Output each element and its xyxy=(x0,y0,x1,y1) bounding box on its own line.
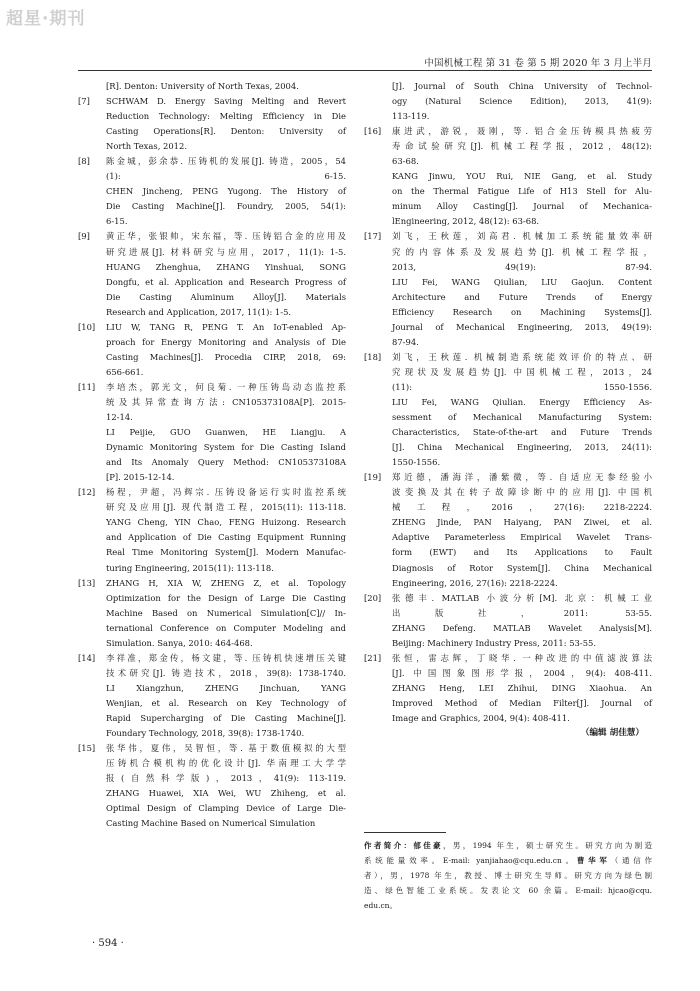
reference-line: form (EWT) and Its Applications to Fault xyxy=(392,547,652,558)
reference-line: 究现状及发展趋势[J]. 中国机械工程，2013，24 xyxy=(392,366,652,377)
reference-text xyxy=(106,485,346,575)
reference-entry xyxy=(78,741,346,831)
reference-text xyxy=(106,741,346,831)
reference-continuation-line: ogy (Natural Science Edition), 2013, 41(9): xyxy=(392,96,652,107)
reference-number: [20] xyxy=(364,592,382,603)
reference-line: HUANG Zhenghua, ZHANG Yinshuai, SONG xyxy=(106,261,346,272)
reference-number: [16] xyxy=(364,126,382,137)
reference-line: ZHENG Jinde, PAN Haiyang, PAN Ziwei, et al. xyxy=(392,517,652,528)
reference-line: KANG Jinwu, YOU Rui, NIE Gang, et al. Study xyxy=(392,171,652,182)
reference-line: Optimal Design of Clamping Device of Large Die- xyxy=(106,803,346,814)
footnote-text: ，男，1994 年生，硕士研究生。研究方向为制造 xyxy=(442,841,653,850)
reference-line: lEngineering, 2012, 48(12): 63-68. xyxy=(392,216,540,227)
reference-line: (1): 6-15. xyxy=(106,171,346,182)
reference-line: 刘飞，王秋莲，刘高君. 机械加工系统能量效率研 xyxy=(392,231,652,242)
reference-entry xyxy=(364,591,652,651)
reference-line: 郑近德，潘海洋，潘紫微，等. 自适应无参经验小 xyxy=(392,472,652,483)
reference-line: Real Time Monitoring System[J]. Modern Manufac- xyxy=(106,547,346,558)
reference-line: 6-15. xyxy=(106,216,128,227)
watermark-logo: 超星·期刊 xyxy=(6,9,86,29)
reference-line: Research and Application, 2017, 11(1): 1-5. xyxy=(106,306,292,317)
reference-line: 研究及应用[J]. 现代制造工程，2015(11): 113-118. xyxy=(106,502,346,513)
reference-line: and Application of Die Casting Equipment Running xyxy=(106,532,346,543)
reference-line: LI Peijie, GUO Guanwen, HE Liangju. A xyxy=(106,427,346,438)
footnote-line-2 xyxy=(364,853,652,868)
reference-line: 技术研究[J]. 铸造技术，2018，39(8): 1738-1740. xyxy=(106,667,346,678)
reference-line: Efficiency Research on Machining Systems[J]. xyxy=(392,306,652,317)
reference-text xyxy=(392,651,652,726)
reference-entry xyxy=(364,124,652,229)
reference-entry xyxy=(78,485,346,575)
reference-line: minum Alloy Casting[J]. Journal of Mechanica- xyxy=(392,201,652,212)
reference-line: North Texas, 2012. xyxy=(106,141,188,152)
footnote-line-3: 者），男，1978 年生，教授、博士研究生导师。研究方向为绿色制 xyxy=(364,871,652,880)
footnote-line-1 xyxy=(364,838,652,853)
reference-line: and Its Anomaly Query Method: CN105373108A xyxy=(106,457,346,468)
reference-line: 张德丰. MATLAB 小波分析[M]. 北京：机械工业 xyxy=(392,592,652,603)
reference-line: 张恒，雷志辉，丁晓华. 一种改进的中值滤波算法 xyxy=(392,652,652,663)
reference-number: [8] xyxy=(78,156,90,167)
footnote-line-5: edu.cn。 xyxy=(364,901,397,910)
left-column xyxy=(78,79,346,831)
reference-entry xyxy=(364,350,652,470)
reference-line: ZHANG Heng, LEI Zhihui, DING Xiaohua. An xyxy=(392,682,652,693)
reference-entry xyxy=(364,229,652,349)
reference-line: 械工程，2016，27(16): 2218-2224. xyxy=(392,502,652,513)
reference-text xyxy=(392,470,652,590)
reference-line: Image and Graphics, 2004, 9(4): 408-411. xyxy=(392,712,570,723)
reference-number: [11] xyxy=(78,381,96,392)
reference-entry xyxy=(78,154,346,229)
reference-line: 究的内容体系及发展趋势[J]. 机械工程学报， xyxy=(392,246,652,257)
author-name-1: 郁佳豪 xyxy=(413,841,443,850)
reference-entry xyxy=(364,470,652,590)
reference-entry xyxy=(78,651,346,741)
reference-line: Rapid Supercharging of Die Casting Machine[J]. xyxy=(106,712,346,723)
reference-text xyxy=(106,94,346,154)
reference-line: 张华伟，夏伟，吴智恒，等. 基于数值模拟的大型 xyxy=(106,743,346,754)
reference-continuation-line: [J]. Journal of South China University of Technol- xyxy=(392,81,652,91)
reference-text xyxy=(106,229,346,319)
reference-line: Characteristics, State-of-the-art and Future Trends xyxy=(392,427,652,438)
reference-line: 87-94. xyxy=(392,336,419,347)
reference-line: 656-661. xyxy=(106,366,144,377)
reference-number: [19] xyxy=(364,472,382,483)
reference-continuation-line: [R]. Denton: University of North Texas, 2004. xyxy=(106,81,299,91)
footnote-rule xyxy=(364,832,446,833)
reference-line: 波变换及其在转子故障诊断中的应用[J]. 中国机 xyxy=(392,487,652,498)
running-header: 中国机械工程 第 31 卷 第 5 期 2020 年 3 月上半月 xyxy=(424,58,652,69)
reference-entry xyxy=(78,320,346,380)
reference-line: 黄正华，张银帅，宋东福，等. 压铸铝合金的应用及 xyxy=(106,231,346,242)
reference-text xyxy=(106,320,346,380)
footnote-line-4: 造、绿色智能工业系统。发表论文 60 余篇。E-mail: hjcao@cqu. xyxy=(364,886,652,895)
reference-line: 杨程，尹超，冯辉宗. 压铸设备运行实时监控系统 xyxy=(106,487,346,498)
reference-line: 康进武，游锐，聂刚，等. 铝合金压铸模具热疲劳 xyxy=(392,126,652,137)
reference-line: Simulation. Sanya, 2010: 464-468. xyxy=(106,637,253,648)
reference-text xyxy=(392,229,652,349)
reference-line: ZHANG Defeng. MATLAB Wavelet Analysis[M]. xyxy=(392,622,652,633)
reference-line: Die Casting Aluminum Alloy[J]. Materials xyxy=(106,291,346,302)
reference-text xyxy=(106,154,346,229)
reference-line: Beijing: Machinery Industry Press, 2011: 53-55. xyxy=(392,637,597,648)
footnote-text: （通信作 xyxy=(610,856,653,865)
reference-line: Casting Machine Based on Numerical Simulation xyxy=(106,818,316,829)
reference-line: proach for Energy Monitoring and Analysis of Die xyxy=(106,336,346,347)
reference-line: Machine Based on Numerical Simulation[C]// In- xyxy=(106,607,346,618)
reference-line: 63-68. xyxy=(392,156,419,167)
reference-line: Journal of Mechanical Engineering, 2013, 49(19): xyxy=(392,321,652,332)
reference-line: on the Thermal Fatigue Life of H13 Stell for Alu- xyxy=(392,186,652,197)
reference-number: [7] xyxy=(78,96,90,107)
reference-line: Diagnosis of Rotor System[J]. China Mechanical xyxy=(392,562,652,573)
reference-line: Dynamic Monitoring System for Die Casting Island xyxy=(106,442,346,453)
reference-line: (11): 1550-1556. xyxy=(392,381,652,392)
reference-number: [14] xyxy=(78,652,96,663)
reference-line: 报(自然科学版)，2013，41(9): 113-119. xyxy=(106,773,346,784)
author-name-2: 曹华军 xyxy=(576,856,611,865)
reference-line: Casting Operations[R]. Denton: University of xyxy=(106,126,346,137)
reference-line: 刘飞，王秋莲. 机械制造系统能效评价的特点、研 xyxy=(392,351,652,362)
reference-number: [12] xyxy=(78,487,96,498)
author-footnote xyxy=(364,838,652,913)
footnote-label: 作者简介： xyxy=(364,841,414,850)
reference-number: [21] xyxy=(364,652,382,663)
reference-line: sessment of Mechanical Manufacturing System: xyxy=(392,412,652,423)
reference-line: Architecture and Future Trends of Energy xyxy=(392,291,652,302)
reference-text xyxy=(392,124,652,229)
reference-line: Die Casting Machine[J]. Foundry, 2005, 54(1): xyxy=(106,201,346,212)
reference-line: Wenjian, et al. Research on Key Technology of xyxy=(106,697,346,708)
right-column xyxy=(364,79,652,741)
reference-line: 李祥准，郑金传，杨文建，等. 压铸机快速增压关键 xyxy=(106,652,346,663)
reference-entry xyxy=(78,576,346,651)
reference-entry xyxy=(78,94,346,154)
reference-text xyxy=(106,651,346,741)
reference-line: Reduction Technology: Melting Efficiency in Die xyxy=(106,111,346,122)
reference-entry xyxy=(78,229,346,319)
reference-line: LI Xiangzhun, ZHENG Jinchuan, YANG xyxy=(106,682,346,693)
reference-line: ZHANG Huawei, XIA Wei, WU Zhiheng, et al. xyxy=(106,788,346,799)
reference-line: 12-14. xyxy=(106,412,133,423)
reference-line: 寿命试验研究[J]. 机械工程学报，2012，48(12): xyxy=(392,141,652,152)
reference-number: [17] xyxy=(364,231,382,242)
reference-line: 2013, 49(19): 87-94. xyxy=(392,261,652,272)
reference-line: 陈金城，彭余恭. 压铸机的发展[J]. 铸造，2005，54 xyxy=(106,156,346,167)
page-number: · 594 · xyxy=(92,938,124,949)
reference-line: 李培杰，郭光文，何良菊. 一种压铸岛动态监控系 xyxy=(106,381,346,392)
reference-number: [10] xyxy=(78,321,96,332)
reference-number: [13] xyxy=(78,577,96,588)
reference-line: 统及其异常查询方法: CN105373108A[P]. 2015- xyxy=(106,396,346,407)
reference-line: [J]. 中国图象图形学报，2004，9(4): 408-411. xyxy=(392,667,652,678)
editor-credit: （编辑 胡佳慧） xyxy=(580,728,644,739)
reference-line: 压铸机合模机构的优化设计[J]. 华南理工大学学 xyxy=(106,758,346,769)
footnote-text: 系统能量效率。E-mail: yanjiahao@cqu.edu.cn。 xyxy=(364,856,577,865)
reference-line: ternational Conference on Computer Modeling and xyxy=(106,622,346,633)
reference-line: 出版社，2011: 53-55. xyxy=(392,607,652,618)
reference-line: Optimization for the Design of Large Die Casting xyxy=(106,592,346,603)
reference-text xyxy=(106,380,346,485)
reference-line: [P]. 2015-12-14. xyxy=(106,472,175,483)
reference-number: [15] xyxy=(78,743,96,754)
reference-line: YANG Cheng, YIN Chao, FENG Huizong. Research xyxy=(106,517,346,528)
reference-line: 研究进展[J]. 材料研究与应用，2017，11(1): 1-5. xyxy=(106,246,346,257)
reference-text xyxy=(392,591,652,651)
reference-text xyxy=(106,576,346,651)
reference-line: 1550-1556. xyxy=(392,457,441,468)
reference-line: LIU Fei, WANG Qiulian, LIU Gaojun. Content xyxy=(392,276,652,287)
reference-number: [9] xyxy=(78,231,90,242)
reference-line: [J]. China Mechanical Engineering, 2013, 24(11): xyxy=(392,442,652,453)
reference-line: Dongfu, et al. Application and Research Progress of xyxy=(106,276,346,287)
reference-line: LIU W, TANG R, PENG T. An IoT-enabled Ap- xyxy=(106,321,346,332)
reference-line: Adaptive Parameterless Empirical Wavelet Trans- xyxy=(392,532,652,543)
reference-line: ZHANG H, XIA W, ZHENG Z, et al. Topology xyxy=(106,577,346,588)
reference-line: turing Engineering, 2015(11): 113-118. xyxy=(106,562,274,573)
reference-line: SCHWAM D. Energy Saving Melting and Revert xyxy=(106,96,346,107)
reference-continuation-line: 113-119. xyxy=(392,111,430,122)
reference-text xyxy=(392,350,652,470)
header-rule xyxy=(78,70,652,71)
reference-line: CHEN Jincheng, PENG Yugong. The History of xyxy=(106,186,346,197)
reference-line: LIU Fei, WANG Qiulian. Energy Efficiency As- xyxy=(392,396,652,407)
reference-line: Improved Method of Median Filter[J]. Journal of xyxy=(392,697,652,708)
reference-entry xyxy=(364,651,652,726)
reference-number: [18] xyxy=(364,351,382,362)
reference-line: Casting Machines[J]. Procedia CIRP, 2018, 69: xyxy=(106,351,346,362)
reference-entry xyxy=(78,380,346,485)
reference-line: Foundary Technology, 2018, 39(8): 1738-1740. xyxy=(106,728,305,739)
reference-line: Engineering, 2016, 27(16): 2218-2224. xyxy=(392,577,558,588)
